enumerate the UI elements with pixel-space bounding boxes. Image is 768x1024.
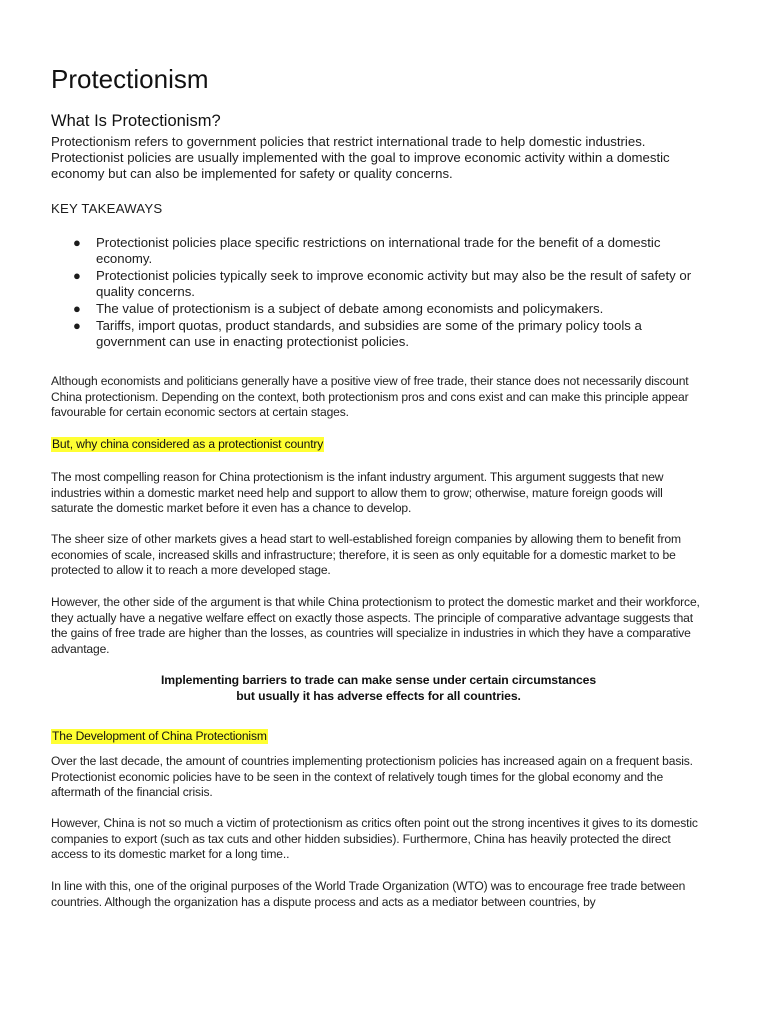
bullet-icon: ● bbox=[73, 235, 81, 250]
list-item bbox=[51, 318, 701, 350]
body-paragraph: However, the other side of the argument is that while China protectionism to protect the domestic market and their workforce, they actually have a negative welfare effect on exactly those aspects. The principle of comparative advantage suggests that the gains of free trade are higher than the losses, as countries will specialize in industries in which they have a comparative advantage. bbox=[51, 595, 700, 656]
pull-quote bbox=[51, 673, 706, 704]
key-takeaways-label: KEY TAKEAWAYS bbox=[51, 201, 163, 216]
body-paragraph: In line with this, one of the original purposes of the World Trade Organization (WTO) was to encourage free trade between countries. Although the organization has a dispute process and acts as a mediator between countries, by bbox=[51, 879, 686, 909]
bullet-icon: ● bbox=[73, 301, 81, 316]
list-item-text: Protectionist policies place specific restrictions on international trade for the benefit of a domestic economy. bbox=[96, 235, 661, 266]
highlighted-subheading: But, why china considered as a protectionist country bbox=[52, 437, 324, 451]
list-item bbox=[51, 268, 701, 300]
page-title: Protectionism bbox=[51, 64, 209, 94]
list-item-text: Protectionist policies typically seek to improve economic activity but may also be the result of safety or quality concerns. bbox=[96, 268, 692, 299]
intro-paragraph: Protectionism refers to government policies that restrict international trade to help domestic industries. Protectionist policies are usually implemented with the goal to improve economic activity within a domestic economy but can also be implemented for safety or quality concerns. bbox=[51, 134, 670, 181]
pull-quote-line: but usually it has adverse effects for all countries. bbox=[236, 688, 521, 703]
pull-quote-line: Implementing barriers to trade can make sense under certain circumstances bbox=[160, 673, 596, 687]
key-takeaways-list bbox=[51, 235, 701, 351]
body-paragraph: The sheer size of other markets gives a head start to well-established foreign companies by allowing them to benefit from economies of scale, increased skills and infrastructure; therefore, it is seen as only equitable for a domestic market to be protected to allow it to reach a more developed stage. bbox=[51, 532, 681, 578]
section-heading: What Is Protectionism? bbox=[51, 112, 221, 130]
highlighted-subheading: The Development of China Protectionism bbox=[52, 729, 267, 743]
list-item-text: The value of protectionism is a subject of debate among economists and policymakers. bbox=[96, 301, 604, 316]
body-paragraph: However, China is not so much a victim of protectionism as critics often point out the strong incentives it gives to its domestic companies to export (such as tax cuts and other hidden subsidies). Furthermore, China has heavily protected the direct access to its domestic market for a long time.. bbox=[51, 816, 698, 862]
list-item bbox=[51, 301, 701, 317]
bullet-icon: ● bbox=[73, 318, 81, 333]
body-paragraph: Over the last decade, the amount of countries implementing protectionism policies has increased again on a frequent basis. Protectionist economic policies have to be seen in the context of relatively tough times for the global economy and the aftermath of the financial crisis. bbox=[51, 754, 693, 800]
list-item bbox=[51, 235, 701, 267]
body-paragraph: The most compelling reason for China protectionism is the infant industry argument. This argument suggests that new industries within a domestic market need help and support to allow them to grow; otherwise, mature foreign goods will saturate the domestic market before it even has a chance to develop. bbox=[51, 470, 664, 516]
body-paragraph: Although economists and politicians generally have a positive view of free trade, their stance does not necessarily discount China protectionism. Depending on the context, both protectionism pros and cons exist and can make this principle appear favourable for certain economic sectors at certain stages. bbox=[51, 374, 689, 420]
list-item-text: Tariffs, import quotas, product standards, and subsidies are some of the primary policy tools a government can use in enacting protectionist policies. bbox=[96, 318, 642, 349]
bullet-icon: ● bbox=[73, 268, 81, 283]
